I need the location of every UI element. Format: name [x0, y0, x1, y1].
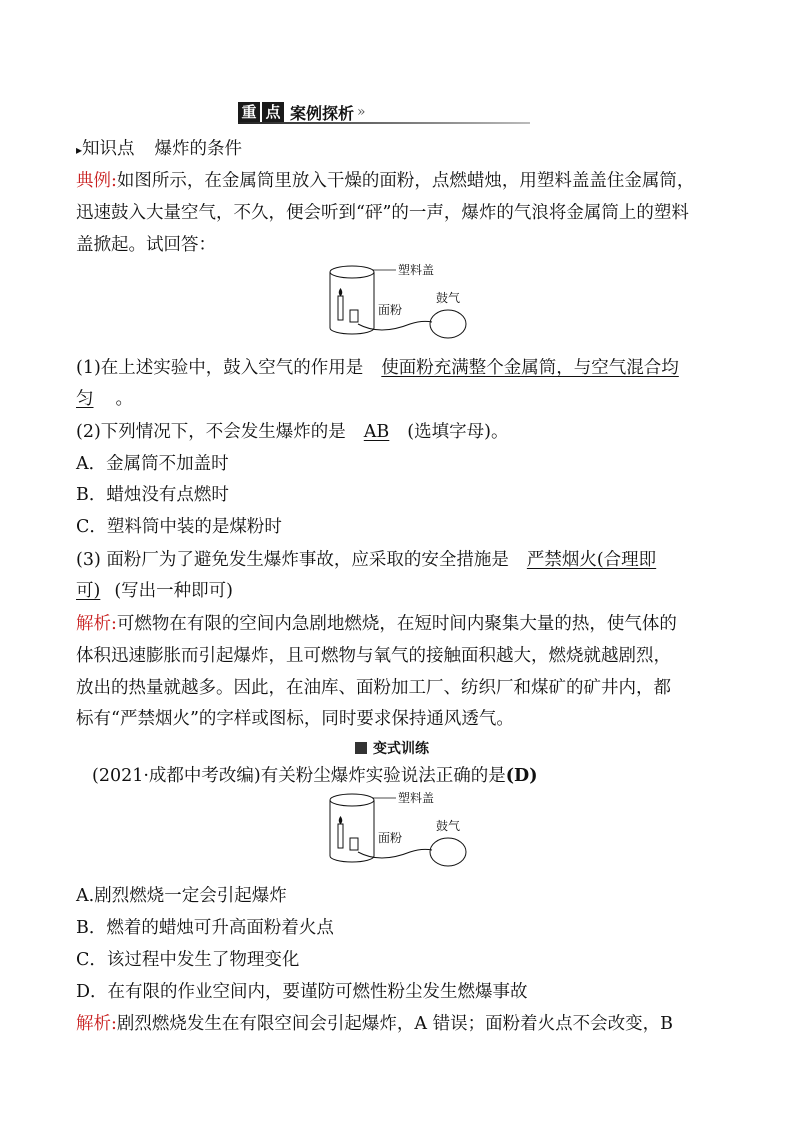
label-flour: 面粉 — [378, 303, 403, 317]
analysis1-line-3: 放出的热量就越多。因此，在油库、面粉加工厂、纺织厂和煤矿的矿井内，都 — [76, 678, 671, 698]
analysis1-line-4: 标有“严禁烟火”的字样或图标，同时要求保持通风透气。 — [76, 709, 514, 729]
label-lid: 塑料盖 — [398, 263, 435, 277]
q3-prefix: (3) 面粉厂为了避免发生爆炸事故，应采取的安全措施是 — [76, 550, 509, 570]
candle-icon — [338, 296, 343, 320]
q2-option-b: B．蜡烛没有点燃时 — [76, 485, 229, 505]
variant-icon — [355, 742, 367, 754]
analysis1-line-1 — [76, 613, 677, 635]
q1-prefix: (1)在上述实验中，鼓入空气的作用是 — [76, 358, 364, 378]
section-title: 案例探析 — [290, 103, 355, 123]
example-line-1 — [76, 170, 694, 192]
bellows-icon — [430, 838, 466, 866]
label-lid-2: 塑料盖 — [398, 791, 435, 805]
example-tag: 典例: — [76, 171, 117, 191]
q1-answer-b: 匀 — [76, 389, 94, 409]
example-line-2: 迅速鼓入大量空气，不久，便会听到“砰”的一声，爆炸的气浪将金属筒上的塑料 — [76, 203, 689, 223]
q3-line-1 — [76, 549, 656, 571]
label-flour-2: 面粉 — [378, 831, 403, 845]
variant-question: (2021·成都中考改编)有关粉尘爆炸实验说法正确的是 — [92, 766, 506, 786]
q1-answer-a: 使面粉充满整个金属筒，与空气混合均 — [381, 358, 679, 378]
can-bottom — [330, 328, 374, 334]
q2-option-a: A．金属筒不加盖时 — [76, 454, 229, 474]
q1-suffix: 。 — [115, 389, 133, 409]
variant-option-b: B．燃着的蜡烛可升高面粉着火点 — [76, 918, 334, 938]
q3-answer-a: 严禁烟火(合理即 — [526, 550, 657, 570]
q1-line-2 — [76, 388, 133, 410]
section-header — [238, 101, 366, 123]
example-text-1: 如图所示，在金属筒里放入干燥的面粉，点燃蜡烛，用塑料盖盖住金属筒， — [116, 171, 695, 191]
flag-icon: ▸ — [76, 143, 83, 157]
variant-title: 变式训练 — [373, 741, 429, 757]
q2-answer: AB — [363, 422, 390, 442]
topic-text: 爆炸的条件 — [154, 139, 243, 159]
variant-answer: (D) — [505, 766, 538, 786]
bellows-icon — [430, 310, 466, 338]
analysis2-tag: 解析: — [76, 1014, 117, 1034]
q3-answer-b: 可) — [76, 581, 101, 601]
q2-line — [76, 421, 508, 443]
variant-question-line — [92, 765, 538, 787]
q1-line-1 — [76, 357, 679, 379]
variant-option-a: A.剧烈燃烧一定会引起爆炸 — [76, 886, 287, 906]
q2-option-c: C．塑料筒中装的是煤粉时 — [76, 517, 282, 537]
section-divider — [238, 122, 530, 124]
example-line-3: 盖掀起。试回答： — [76, 235, 216, 255]
topic-label: 知识点 — [82, 139, 135, 159]
section-arrows: » — [357, 104, 366, 120]
q2-prefix: (2)下列情况下，不会发生爆炸的是 — [76, 422, 346, 442]
q2-suffix: (选填字母)。 — [407, 422, 509, 442]
section-badge-1: 重 — [238, 102, 260, 122]
air-tube — [358, 321, 432, 330]
candle-icon — [338, 824, 343, 848]
label-bellows: 鼓气 — [436, 291, 461, 305]
analysis1-tag: 解析: — [76, 614, 117, 634]
analysis1-text-1: 可燃物在有限的空间内急剧地燃烧，在短时间内聚集大量的热，使气体的 — [116, 614, 677, 634]
analysis1-line-2: 体积迅速膨胀而引起爆炸，且可燃物与氧气的接触面积越大，燃烧就越剧烈， — [76, 646, 671, 666]
variant-option-d: D．在有限的作业空间内，要谨防可燃性粉尘发生燃爆事故 — [76, 982, 528, 1002]
variant-option-c: C．该过程中发生了物理变化 — [76, 950, 300, 970]
can-top — [330, 266, 374, 278]
topic-line — [76, 138, 242, 161]
section-badge-2: 点 — [262, 102, 284, 122]
analysis2-text-1: 剧烈燃烧发生在有限空间会引起爆炸，A 错误；面粉着火点不会改变，B — [116, 1014, 673, 1034]
experiment-figure — [320, 262, 480, 342]
label-bellows-2: 鼓气 — [436, 819, 461, 833]
variant-header — [355, 738, 429, 758]
q3-suffix: (写出一种即可) — [114, 581, 233, 601]
flame-icon — [339, 816, 343, 824]
analysis2-line-1 — [76, 1013, 673, 1035]
q3-line-2 — [76, 580, 233, 602]
flame-icon — [339, 288, 343, 296]
flour-cup — [350, 310, 358, 322]
experiment-figure-2 — [320, 790, 480, 870]
